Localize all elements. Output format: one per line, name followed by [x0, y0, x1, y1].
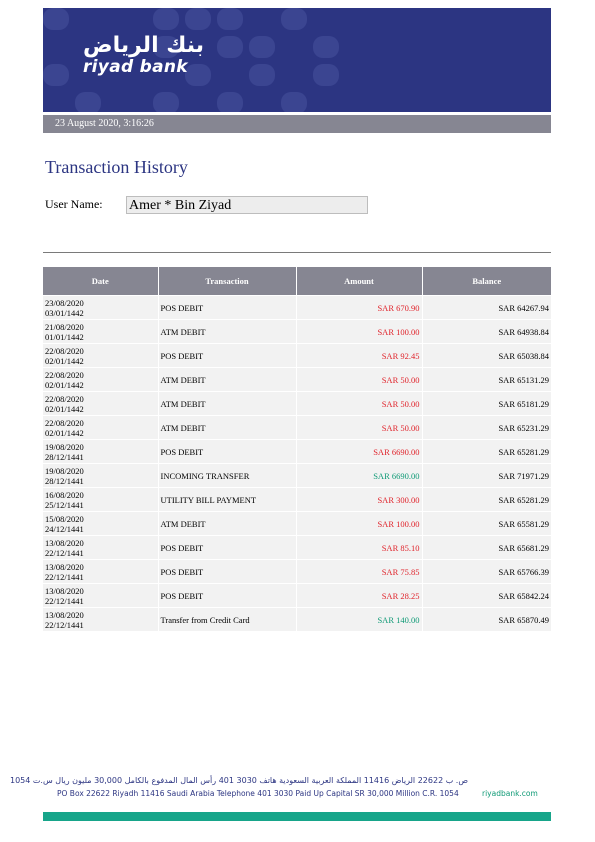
logo-english-text: riyad bank: [83, 57, 188, 77]
gregorian-date: 23/08/2020: [45, 297, 84, 308]
balance-cell: SAR 65842.24: [422, 584, 551, 608]
date-cell: [43, 512, 158, 536]
table-row: [43, 440, 551, 464]
gregorian-date: 19/08/2020: [45, 441, 84, 452]
balance-cell: SAR 65870.49: [422, 608, 551, 632]
column-header-transaction: Transaction: [158, 267, 296, 296]
gregorian-date: 13/08/2020: [45, 585, 84, 596]
report-timestamp-bar: [43, 115, 551, 133]
table-row: [43, 320, 551, 344]
transaction-table: [43, 267, 551, 632]
table-row: [43, 368, 551, 392]
transaction-cell: ATM DEBIT: [158, 512, 296, 536]
amount-cell: SAR 100.00: [296, 320, 422, 344]
table-row: [43, 608, 551, 632]
balance-cell: SAR 65231.29: [422, 416, 551, 440]
column-header-balance: Balance: [422, 267, 551, 296]
amount-cell: SAR 140.00: [296, 608, 422, 632]
amount-cell: SAR 6690.00: [296, 464, 422, 488]
amount-cell: SAR 6690.00: [296, 440, 422, 464]
amount-cell: SAR 92.45: [296, 344, 422, 368]
table-header-row: [43, 267, 551, 296]
date-cell: [43, 296, 158, 320]
amount-cell: SAR 85.10: [296, 536, 422, 560]
transaction-cell: ATM DEBIT: [158, 416, 296, 440]
transaction-cell: POS DEBIT: [158, 440, 296, 464]
gregorian-date: 15/08/2020: [45, 513, 84, 524]
hijri-date: 25/12/1441: [45, 499, 84, 510]
amount-cell: SAR 300.00: [296, 488, 422, 512]
table-row: [43, 512, 551, 536]
balance-cell: SAR 71971.29: [422, 464, 551, 488]
balance-cell: SAR 65181.29: [422, 392, 551, 416]
date-cell: [43, 440, 158, 464]
amount-cell: SAR 75.85: [296, 560, 422, 584]
transaction-cell: POS DEBIT: [158, 560, 296, 584]
balance-cell: SAR 64267.94: [422, 296, 551, 320]
date-cell: [43, 560, 158, 584]
table-row: [43, 296, 551, 320]
footer-arabic-address: ص. ب 22622 الرياض 11416 المملكة العربية السعودية هاتف 3030 401 رأس المال المدفوع بالكامل 30,000 مليون ريال س.ت 1054: [9, 776, 468, 785]
table-row: [43, 560, 551, 584]
transaction-cell: POS DEBIT: [158, 344, 296, 368]
gregorian-date: 22/08/2020: [45, 417, 84, 428]
balance-cell: SAR 65681.29: [422, 536, 551, 560]
amount-cell: SAR 50.00: [296, 392, 422, 416]
user-name-label: User Name:: [45, 197, 103, 211]
balance-cell: SAR 65038.84: [422, 344, 551, 368]
table-row: [43, 344, 551, 368]
date-cell: [43, 464, 158, 488]
gregorian-date: 16/08/2020: [45, 489, 84, 500]
hijri-date: 03/01/1442: [45, 307, 84, 318]
bank-header-banner: [43, 8, 551, 112]
balance-cell: SAR 65766.39: [422, 560, 551, 584]
gregorian-date: 21/08/2020: [45, 321, 84, 332]
section-divider: [43, 252, 551, 253]
hijri-date: 28/12/1441: [45, 475, 84, 486]
hijri-date: 01/01/1442: [45, 331, 84, 342]
date-cell: [43, 320, 158, 344]
gregorian-date: 22/08/2020: [45, 393, 84, 404]
table-body: [43, 296, 551, 632]
transaction-cell: POS DEBIT: [158, 296, 296, 320]
hijri-date: 02/01/1442: [45, 355, 84, 366]
hijri-date: 22/12/1441: [45, 595, 84, 606]
date-cell: [43, 344, 158, 368]
amount-cell: SAR 50.00: [296, 368, 422, 392]
footer-website-link[interactable]: riyadbank.com: [482, 789, 538, 798]
balance-cell: SAR 65281.29: [422, 440, 551, 464]
transaction-cell: INCOMING TRANSFER: [158, 464, 296, 488]
logo-arabic-text: بنك الرياض: [83, 33, 204, 58]
column-header-amount: Amount: [296, 267, 422, 296]
transaction-cell: UTILITY BILL PAYMENT: [158, 488, 296, 512]
hijri-date: 22/12/1441: [45, 547, 84, 558]
amount-cell: SAR 50.00: [296, 416, 422, 440]
transaction-cell: ATM DEBIT: [158, 368, 296, 392]
gregorian-date: 13/08/2020: [45, 537, 84, 548]
gregorian-date: 13/08/2020: [45, 561, 84, 572]
table-row: [43, 488, 551, 512]
balance-cell: SAR 64938.84: [422, 320, 551, 344]
date-cell: [43, 392, 158, 416]
report-timestamp: 23 August 2020, 3:16:26: [55, 118, 154, 129]
table-row: [43, 416, 551, 440]
amount-cell: SAR 100.00: [296, 512, 422, 536]
user-name-field: Amer * Bin Ziyad: [126, 196, 368, 214]
table-row: [43, 392, 551, 416]
hijri-date: 22/12/1441: [45, 619, 84, 630]
amount-cell: SAR 670.90: [296, 296, 422, 320]
table-row: [43, 536, 551, 560]
hijri-date: 02/01/1442: [45, 427, 84, 438]
riyad-bank-logo: [83, 34, 204, 76]
amount-cell: SAR 28.25: [296, 584, 422, 608]
date-cell: [43, 608, 158, 632]
transaction-cell: ATM DEBIT: [158, 392, 296, 416]
transaction-cell: POS DEBIT: [158, 584, 296, 608]
footer-accent-bar: [43, 812, 551, 821]
hijri-date: 22/12/1441: [45, 571, 84, 582]
balance-cell: SAR 65131.29: [422, 368, 551, 392]
transaction-cell: POS DEBIT: [158, 536, 296, 560]
table-row: [43, 584, 551, 608]
hijri-date: 24/12/1441: [45, 523, 84, 534]
date-cell: [43, 416, 158, 440]
balance-cell: SAR 65581.29: [422, 512, 551, 536]
balance-cell: SAR 65281.29: [422, 488, 551, 512]
gregorian-date: 22/08/2020: [45, 345, 84, 356]
gregorian-date: 13/08/2020: [45, 609, 84, 620]
date-cell: [43, 368, 158, 392]
footer-english-address: PO Box 22622 Riyadh 11416 Saudi Arabia Telephone 401 3030 Paid Up Capital SR 30,000 Million C.R. 1054: [57, 789, 459, 798]
date-cell: [43, 536, 158, 560]
hijri-date: 02/01/1442: [45, 379, 84, 390]
date-cell: [43, 584, 158, 608]
gregorian-date: 22/08/2020: [45, 369, 84, 380]
date-cell: [43, 488, 158, 512]
column-header-date: Date: [43, 267, 158, 296]
gregorian-date: 19/08/2020: [45, 465, 84, 476]
table-row: [43, 464, 551, 488]
hijri-date: 28/12/1441: [45, 451, 84, 462]
transaction-cell: ATM DEBIT: [158, 320, 296, 344]
page-title: Transaction History: [45, 157, 188, 177]
hijri-date: 02/01/1442: [45, 403, 84, 414]
transaction-cell: Transfer from Credit Card: [158, 608, 296, 632]
